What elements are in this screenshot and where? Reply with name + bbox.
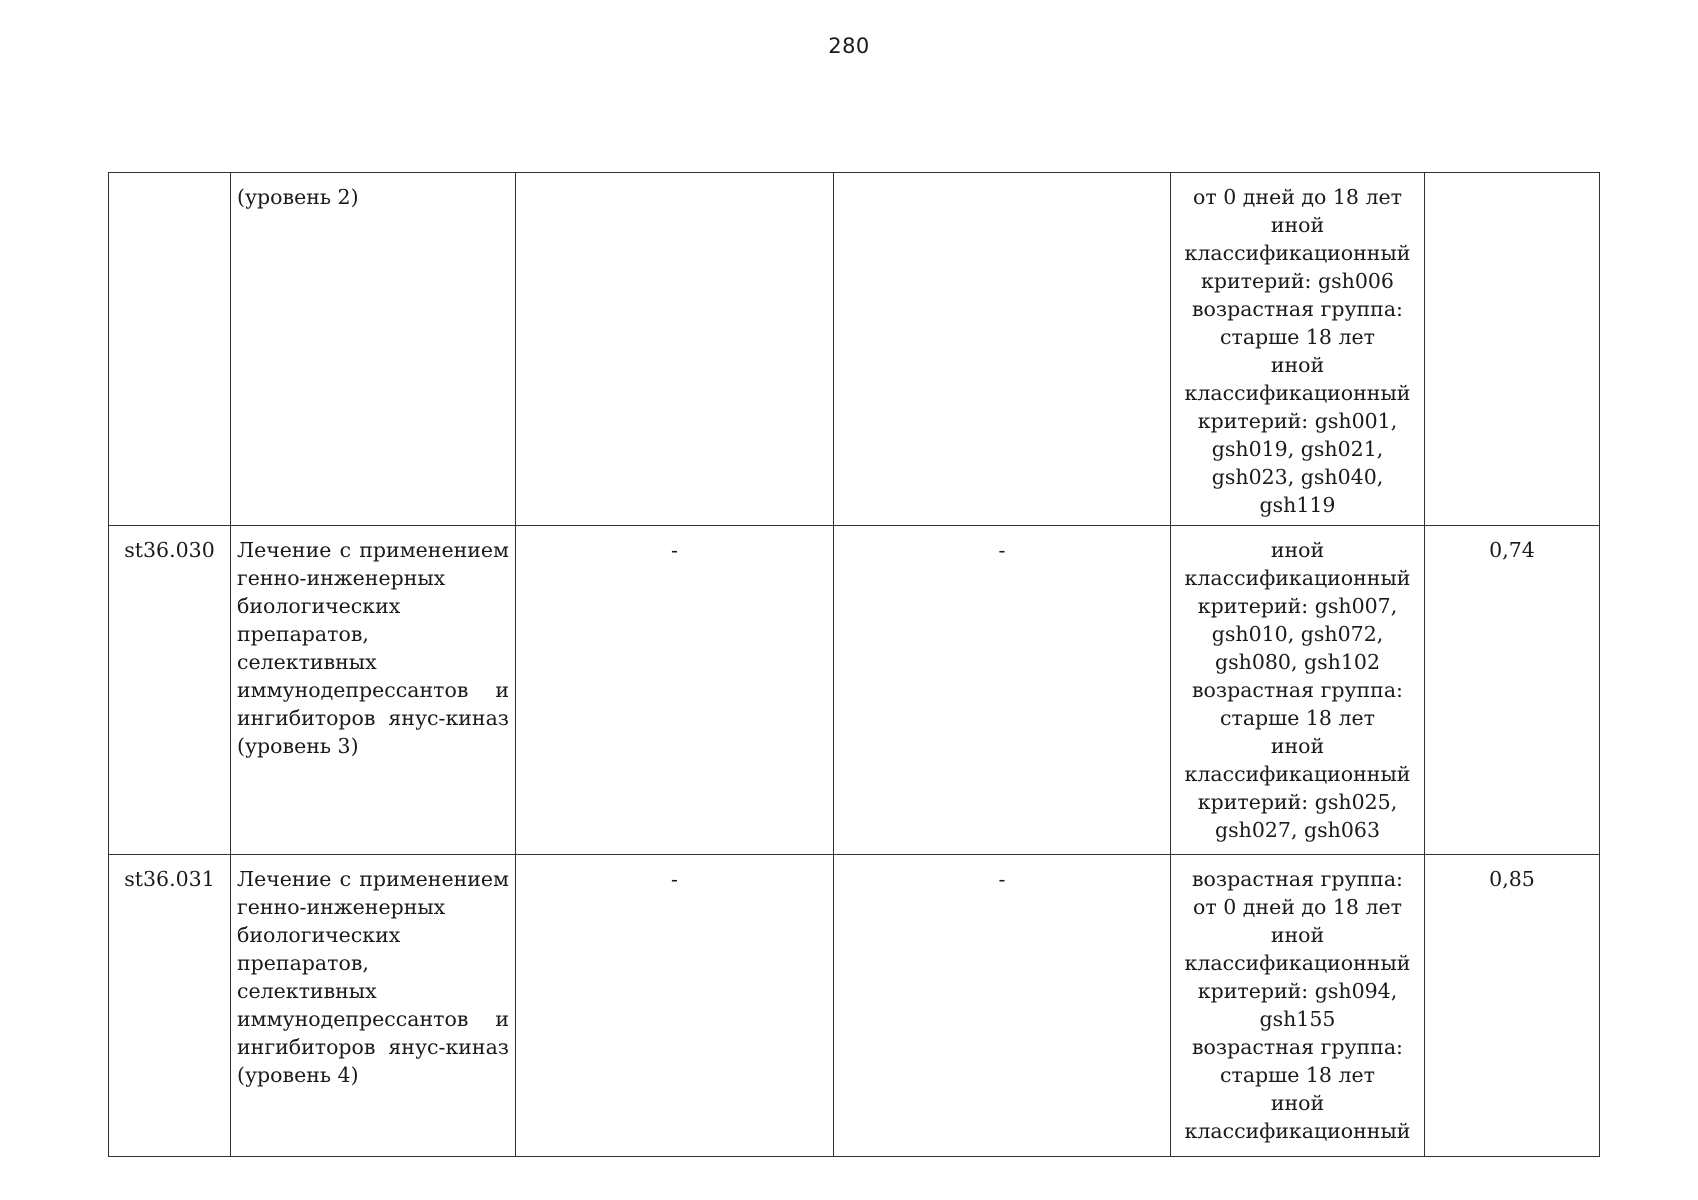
criteria-line: иной (1270, 734, 1325, 758)
tariff-table (108, 172, 1600, 1157)
criteria-cell (1171, 173, 1425, 526)
criteria-line: классификационный (1184, 381, 1411, 405)
code-cell: st36.030 (109, 526, 231, 855)
dash-cell (834, 173, 1171, 526)
criteria-line: критерий: gsh006 (1201, 269, 1394, 293)
criteria-line: критерий: gsh025, (1197, 790, 1398, 814)
table-row (109, 526, 1600, 855)
code-cell: st36.031 (109, 855, 231, 1157)
criteria-line: классификационный (1184, 1119, 1411, 1143)
criteria-line: критерий: gsh094, (1197, 979, 1398, 1003)
table-row (109, 855, 1600, 1157)
criteria-line: классификационный (1184, 762, 1411, 786)
criteria-line: gsh080, gsh102 (1215, 650, 1380, 674)
criteria-line: классификационный (1184, 566, 1411, 590)
criteria-line: иной (1270, 1091, 1325, 1115)
name-cell: Лечение с применением генно-инженерных биологических препаратов, селективных иммунодепрессантов и ингибиторов янус-киназ (уровень 3) (231, 526, 516, 855)
dash-cell (516, 173, 834, 526)
criteria-line: gsh155 (1259, 1007, 1336, 1031)
coefficient-cell: 0,74 (1425, 526, 1600, 855)
criteria-line: gsh027, gsh063 (1215, 818, 1380, 842)
dash-cell: - (834, 855, 1171, 1157)
criteria-line: gsh010, gsh072, (1211, 622, 1384, 646)
code-cell (109, 173, 231, 526)
criteria-line: возрастная группа: (1192, 1035, 1403, 1059)
table-row (109, 173, 1600, 526)
dash-cell: - (516, 526, 834, 855)
criteria-line: старше 18 лет (1220, 325, 1375, 349)
criteria-line: старше 18 лет (1220, 1063, 1375, 1087)
page-number: 280 (828, 34, 870, 58)
criteria-line: возрастная группа: (1192, 678, 1403, 702)
criteria-cell (1171, 855, 1425, 1157)
criteria-line: критерий: gsh001, (1197, 409, 1398, 433)
dash-cell: - (516, 855, 834, 1157)
criteria-line: иной (1270, 923, 1325, 947)
criteria-line: иной (1270, 538, 1325, 562)
criteria-line: возрастная группа: (1192, 867, 1403, 891)
criteria-line: старше 18 лет (1220, 706, 1375, 730)
criteria-line: иной (1270, 353, 1325, 377)
criteria-cell (1171, 526, 1425, 855)
criteria-line: gsh023, gsh040, gsh119 (1211, 465, 1384, 517)
dash-cell: - (834, 526, 1171, 855)
criteria-line: gsh019, gsh021, (1211, 437, 1384, 461)
criteria-line: от 0 дней до 18 лет (1193, 185, 1402, 209)
coefficient-cell (1425, 173, 1600, 526)
name-cell: Лечение с применением генно-инженерных биологических препаратов, селективных иммунодепрессантов и ингибиторов янус-киназ (уровень 4) (231, 855, 516, 1157)
criteria-line: иной (1270, 213, 1325, 237)
criteria-line: возрастная группа: (1192, 297, 1403, 321)
criteria-line: критерий: gsh007, (1197, 594, 1398, 618)
criteria-line: классификационный (1184, 241, 1411, 265)
criteria-line: от 0 дней до 18 лет (1193, 895, 1402, 919)
name-cell: (уровень 2) (231, 173, 516, 526)
criteria-line: классификационный (1184, 951, 1411, 975)
coefficient-cell: 0,85 (1425, 855, 1600, 1157)
